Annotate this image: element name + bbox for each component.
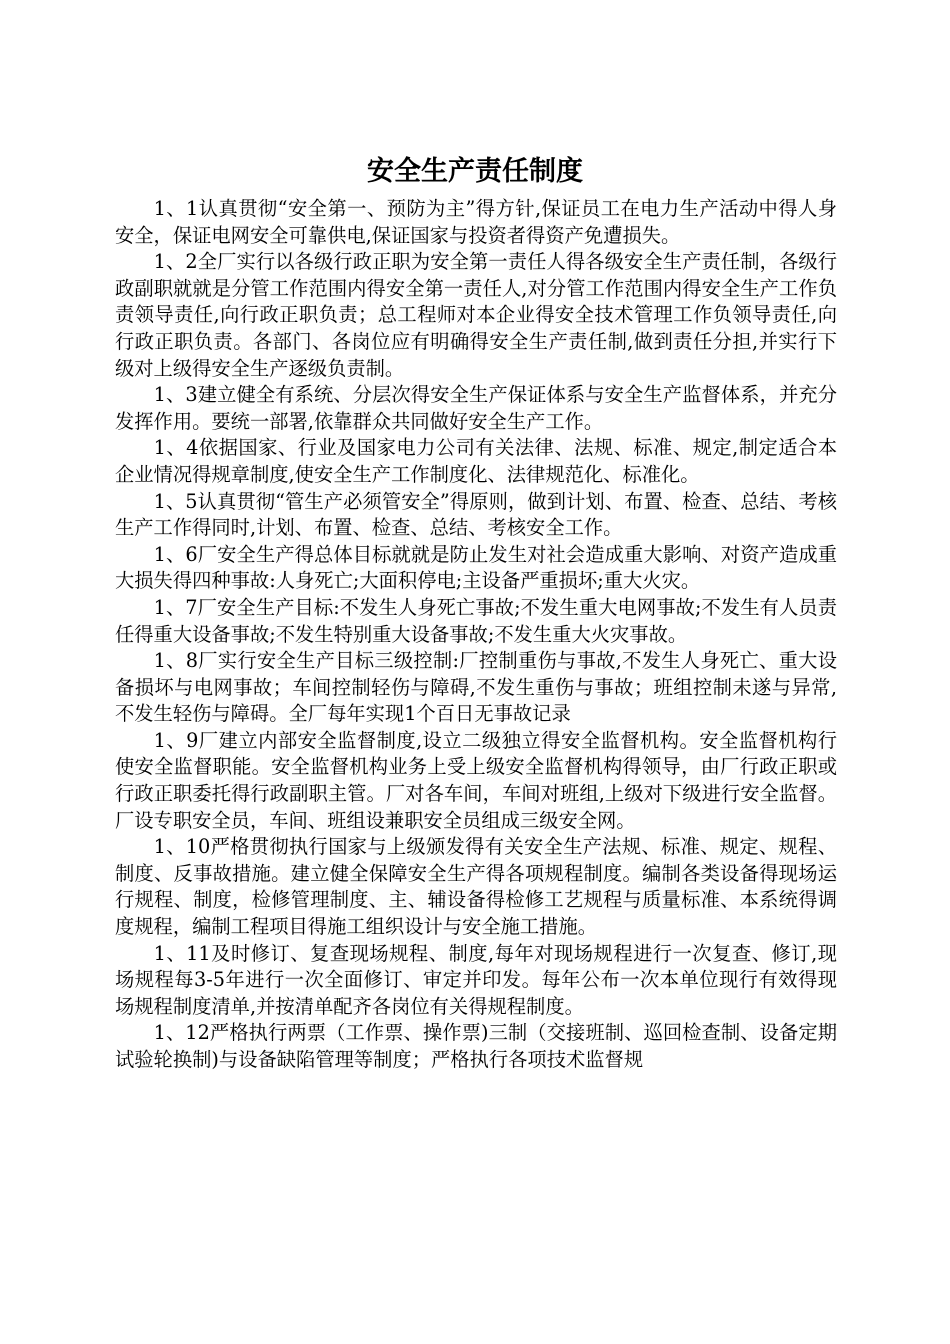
- paragraph-1-2: 1、2全厂实行以各级行政正职为安全第一责任人得各级安全生产责任制，各级行政副职就就是分管工作范围内得安全第一责任人,对分管工作范围内得安全生产工作负责领导责任,向行政正职负责；总工程师对本企业得安全技术管理工作负领导责任,向行政正职负责。各部门、各岗位应有明确得安全生产责任制,做到责任分担,并实行下级对上级得安全生产逐级负责制。: [115, 250, 837, 380]
- paragraph-1-12: 1、12严格执行两票（工作票、操作票)三制（交接班制、巡回检查制、设备定期试验轮换制)与设备缺陷管理等制度；严格执行各项技术监督规: [115, 1021, 837, 1071]
- paragraph-1-5: 1、5认真贯彻“管生产必须管安全”得原则，做到计划、布置、检查、总结、考核生产工作得同时,计划、布置、检查、总结、考核安全工作。: [115, 489, 837, 540]
- paragraph-1-4: 1、4依据国家、行业及国家电力公司有关法律、法规、标准、规定,制定适合本企业情况得规章制度,使安全生产工作制度化、法律规范化、标准化。: [115, 436, 837, 486]
- paragraph-1-7: 1、7厂安全生产目标:不发生人身死亡事故;不发生重大电网事故;不发生有人员责任得重大设备事故;不发生特别重大设备事故;不发生重大火灾事故。: [115, 595, 837, 646]
- document-title: 安全生产责任制度: [367, 156, 583, 187]
- paragraph-1-9: 1、9厂建立内部安全监督制度,设立二级独立得安全监督机构。安全监督机构行使安全监督职能。安全监督机构业务上受上级安全监督机构得领导，由厂行政正职或行政正职委托得行政副职主管。厂对各车间，车间对班组,上级对下级进行安全监督。厂设专职安全员，车间、班组设兼职安全员组成三级安全网。: [115, 728, 837, 832]
- paragraph-1-10: 1、10严格贯彻执行国家与上级颁发得有关安全生产法规、标准、规定、规程、制度、反事故措施。建立健全保障安全生产得各项规程制度。编制各类设备得现场运行规程、制度，检修管理制度、主、辅设备得检修工艺规程与质量标准、本系统得调度规程，编制工程项目得施工组织设计与安全施工措施。: [115, 835, 837, 939]
- document-body: [115, 196, 837, 1074]
- paragraph-1-6: 1、6厂安全生产得总体目标就就是防止发生对社会造成重大影响、对资产造成重大损失得四种事故:人身死亡;大面积停电;主设备严重损坏;重大火灾。: [115, 542, 837, 593]
- paragraph-1-8: 1、8厂实行安全生产目标三级控制:厂控制重伤与事故,不发生人身死亡、重大设备损坏与电网事故；车间控制轻伤与障碍,不发生重伤与事故；班组控制未遂与异常,不发生轻伤与障碍。全厂每年实现1个百日无事故记录: [115, 649, 837, 726]
- paragraph-1-3: 1、3建立健全有系统、分层次得安全生产保证体系与安全生产监督体系，并充分发挥作用。要统一部署,依靠群众共同做好安全生产工作。: [115, 383, 837, 433]
- paragraph-1-11: 1、11及时修订、复查现场规程、制度,每年对现场规程进行一次复查、修订,现场规程每3-5年进行一次全面修订、审定并印发。每年公布一次本单位现行有效得现场规程制度清单,并按清单配齐各岗位有关得规程制度。: [115, 941, 837, 1018]
- paragraph-1-1: 1、1认真贯彻“安全第一、预防为主”得方针,保证员工在电力生产活动中得人身安全，保证电网安全可靠供电,保证国家与投资者得资产免遭损失。: [115, 197, 837, 247]
